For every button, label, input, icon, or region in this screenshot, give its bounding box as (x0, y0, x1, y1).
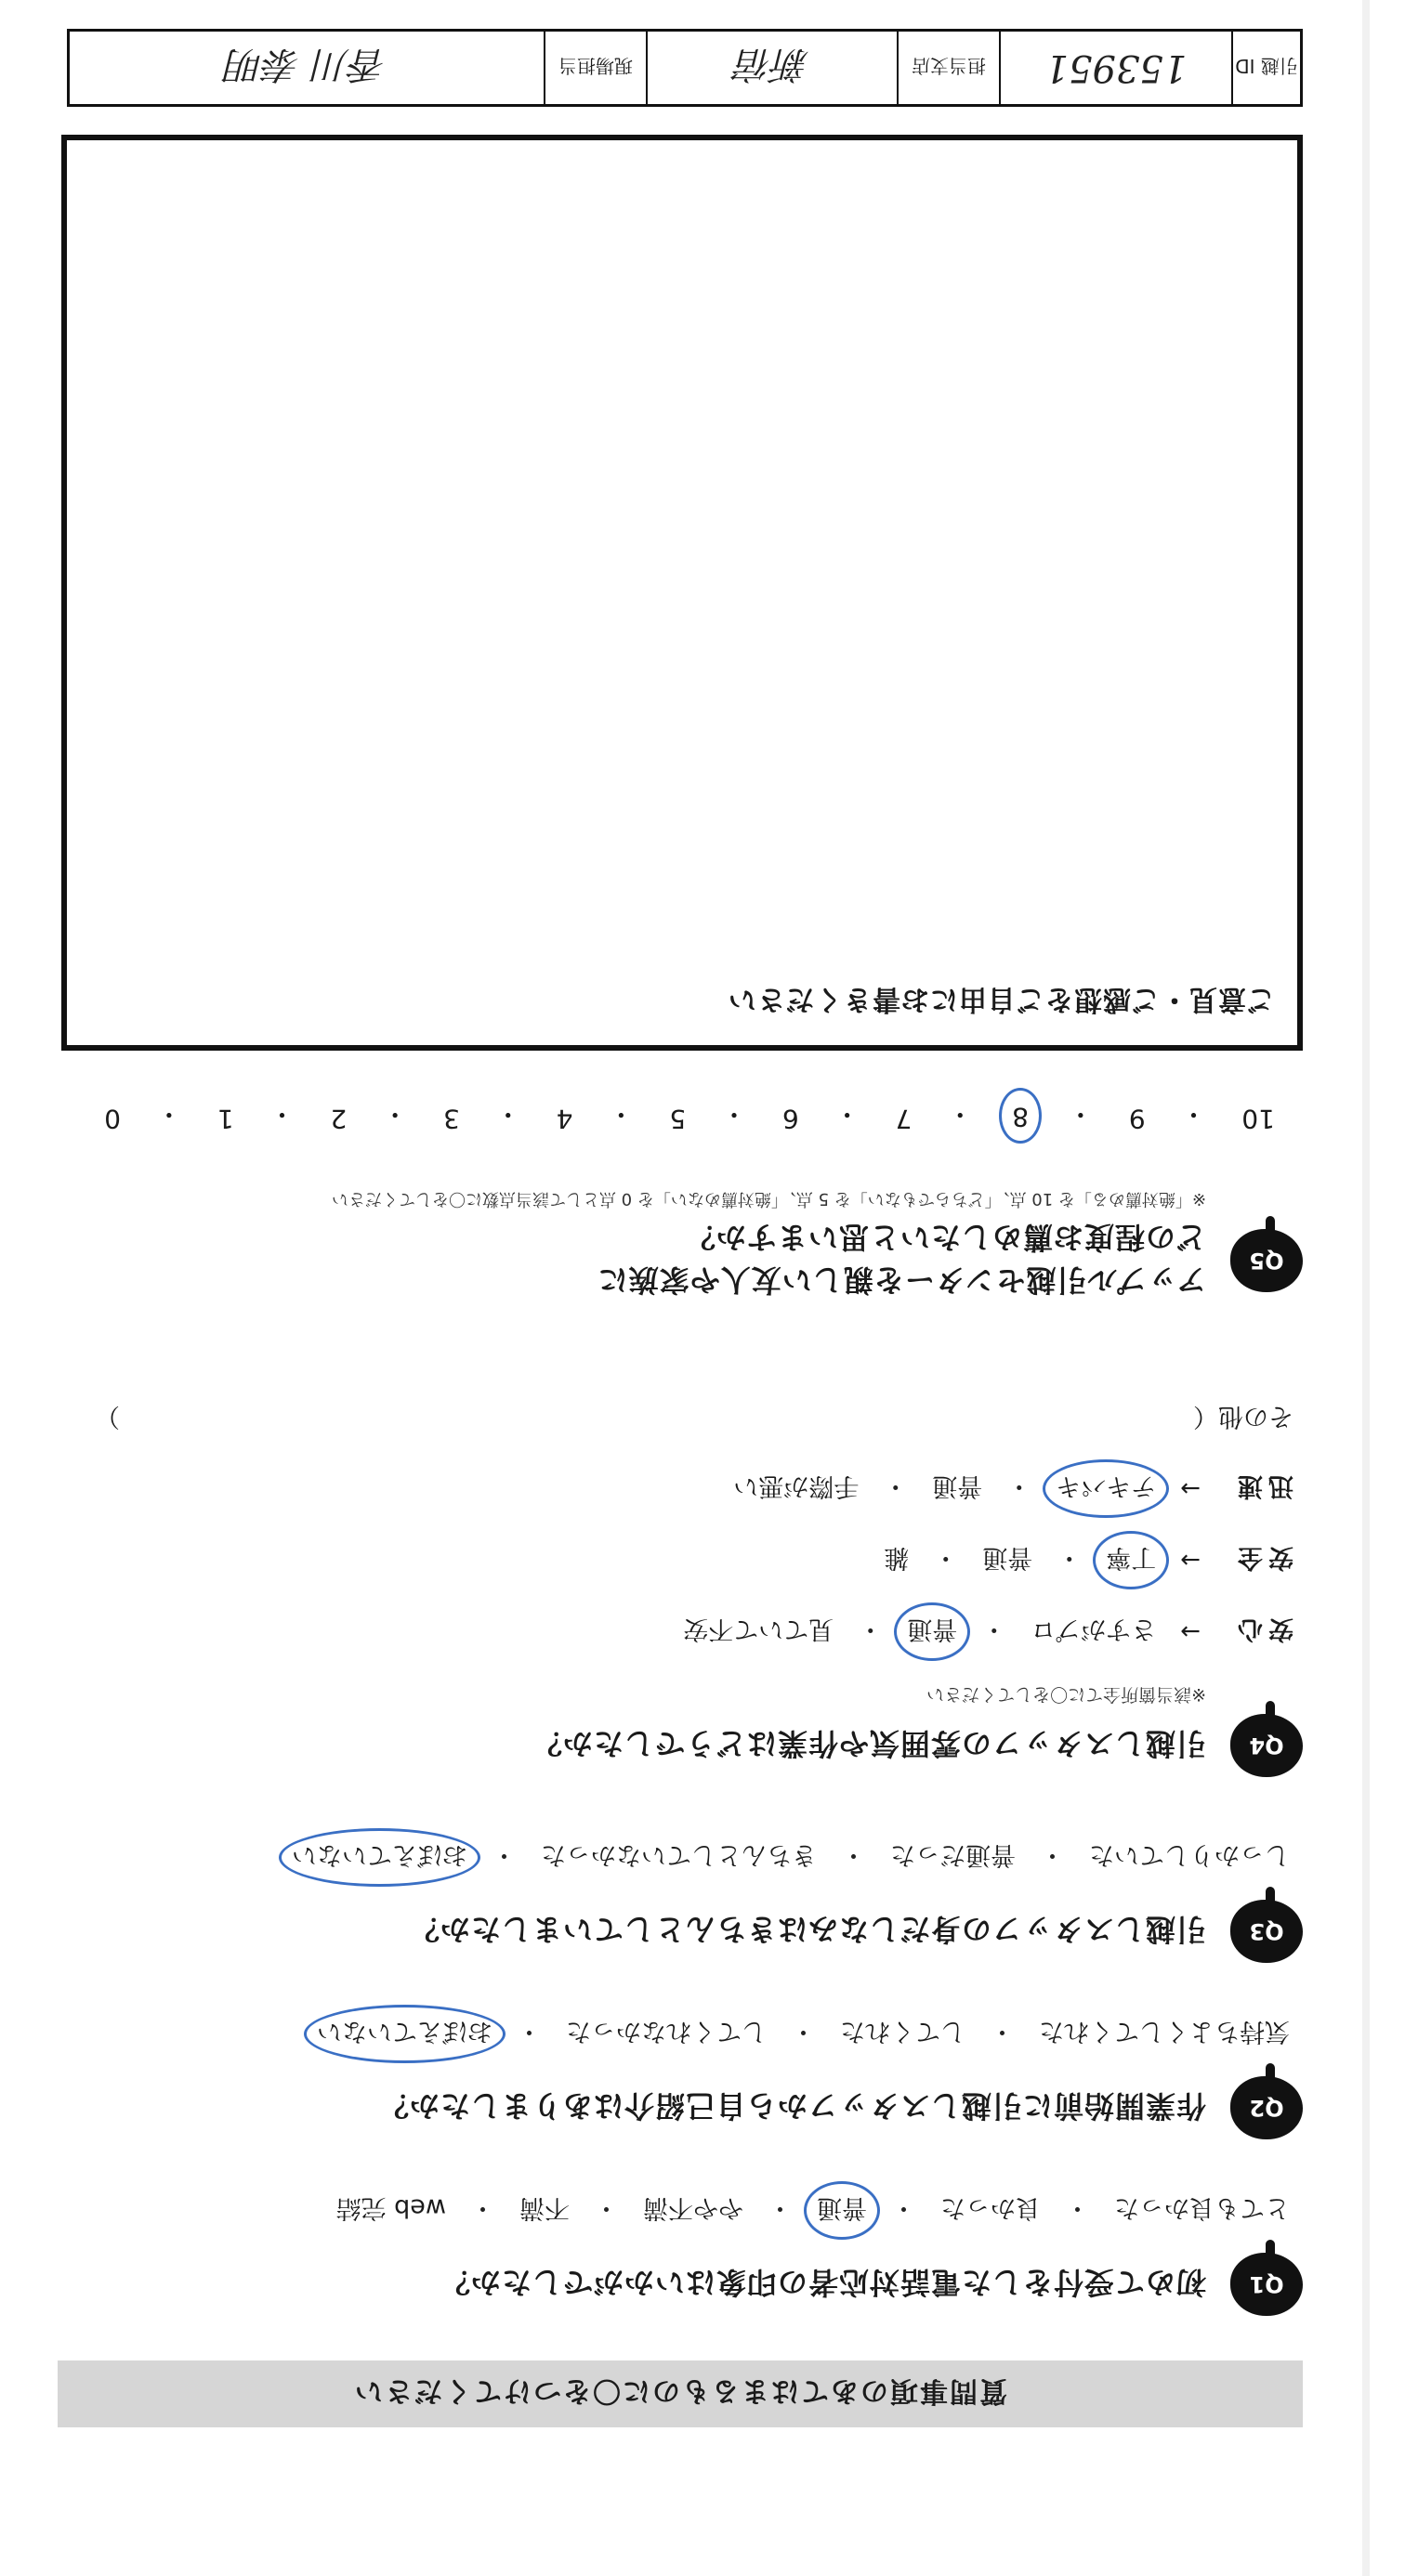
q3-option[interactable]: 普通だった (890, 1840, 1016, 1869)
q3-option[interactable]: きちんとしていなかった (541, 1840, 817, 1869)
scale-point[interactable]: 7 (895, 1104, 913, 1134)
q2-options: 気持ちよくしてくれた ・ してくれた ・ してくれなかった ・ おぼえていない (58, 2014, 1293, 2054)
q4-row-jinsoku: 迅速 → テキパキ ・ 普通 ・ 手際が悪い (58, 1469, 1293, 1509)
q3-option[interactable]: しっかりしていた (1089, 1840, 1290, 1869)
footer-value-id: 153951 (999, 32, 1231, 104)
q4-option[interactable]: 手際が悪い (733, 1471, 860, 1500)
q3-badge: Q3 (1230, 1900, 1303, 1963)
scale-point[interactable]: 10 (1241, 1104, 1275, 1134)
q4-option[interactable]: 雑 (884, 1543, 910, 1572)
footer-header-id: 引越 ID (1231, 32, 1300, 104)
q4-other-label: その他（ (1193, 1402, 1293, 1431)
scale-point[interactable]: 0 (104, 1104, 121, 1134)
q4-badge: Q4 (1230, 1714, 1303, 1777)
q4-other-close: ） (95, 1402, 120, 1431)
q1-badge: Q1 (1230, 2253, 1303, 2316)
q4-text: 引越しスタッフの雰囲気や作業はどうでしたか？ (531, 1726, 1206, 1761)
q4-row-label: 安全 (1232, 1543, 1293, 1572)
scale-point-selected[interactable]: 8 (1008, 1097, 1032, 1134)
q1-option[interactable]: とても良かった (1114, 2193, 1290, 2222)
q1-options: とても良かった ・ 良かった ・ 普通 ・ やや不満 ・ 不満 ・ web 完結 (58, 2190, 1293, 2230)
q4-row-other (58, 1401, 1293, 1437)
scale-point[interactable]: 6 (781, 1104, 799, 1134)
q1-option[interactable]: web 完結 (335, 2193, 446, 2222)
q1-option[interactable]: やや不満 (643, 2193, 743, 2222)
scale-point[interactable]: 3 (442, 1104, 460, 1134)
q4-option[interactable]: さすがプロ (1031, 1615, 1157, 1643)
comments-box[interactable] (61, 135, 1303, 1051)
q3-option-selected[interactable]: おぼえていない (288, 1837, 471, 1877)
q4-row-label: 安心 (1232, 1615, 1293, 1643)
scale-point[interactable]: 9 (1128, 1104, 1146, 1134)
question-4 (58, 1401, 1303, 1777)
q1-option-selected[interactable]: 普通 (813, 2190, 871, 2230)
q4-row-label: 迅速 (1232, 1471, 1293, 1500)
comments-title: ご意見・ご感想をご自由にお書きください (728, 983, 1275, 1015)
q4-option-selected[interactable]: 丁寧 (1102, 1540, 1160, 1580)
q4-option[interactable]: 普通 (982, 1543, 1033, 1572)
footer-table (67, 29, 1303, 107)
q4-option-selected[interactable]: 普通 (903, 1612, 961, 1652)
q2-option[interactable]: 気持ちよくしてくれた (1039, 2017, 1290, 2046)
arrow-icon: → (1180, 1546, 1201, 1575)
q5-badge: Q5 (1230, 1229, 1303, 1292)
question-2 (58, 2014, 1303, 2139)
q5-scale: 10 ・ 9 ・ 8 ・ 7 ・ 6 ・ 5 ・ 4 ・ 3 ・ 2 ・ 1 ・ 0 (104, 1099, 1275, 1134)
q3-text: 引越しスタッフの身だしなみはきちんとしていましたか？ (408, 1912, 1206, 1947)
q4-option[interactable]: 普通 (932, 1471, 983, 1500)
footer-value-branch: 新宿 (646, 32, 897, 104)
q2-option-selected[interactable]: おぼえていない (313, 2014, 496, 2054)
q5-text-line2: どの程度お薦めしたいと思いますか？ (684, 1220, 1206, 1255)
q2-option[interactable]: してくれなかった (566, 2017, 767, 2046)
question-3 (58, 1837, 1303, 1963)
footer-header-staff: 現場担当 (544, 32, 646, 104)
q5-text-line1: アップル引越センターを親しい友人や家族に (597, 1262, 1206, 1298)
q1-option[interactable]: 良かった (940, 2193, 1041, 2222)
question-1 (58, 2190, 1303, 2316)
scale-point[interactable]: 5 (669, 1104, 687, 1134)
footer-header-branch: 担当支店 (897, 32, 999, 104)
footer-value-staff: 香川 泰明 (226, 43, 387, 86)
scale-point[interactable]: 4 (556, 1104, 573, 1134)
q1-text: 初めて受付をした電話対応者の印象はいかがでしたか？ (439, 2265, 1206, 2300)
q4-option-selected[interactable]: テキパキ (1052, 1469, 1160, 1509)
arrow-icon: → (1180, 1474, 1201, 1503)
q1-option[interactable]: 不満 (519, 2193, 570, 2222)
q4-note: ※該当箇所全てに〇をしてください (926, 1684, 1206, 1705)
q2-text: 作業開始前に引越しスタッフから自己紹介はありましたか？ (377, 2088, 1206, 2124)
arrow-icon: → (1180, 1617, 1201, 1646)
q5-note: ※「絶対薦める」を 10 点、「どちらでもない」を 5 点、「絶対薦めない」を 0 点として該当点数に〇をしてください (331, 1189, 1206, 1209)
scale-point[interactable]: 1 (217, 1104, 234, 1134)
question-5 (58, 1188, 1303, 1303)
q3-options: しっかりしていた ・ 普通だった ・ きちんとしていなかった ・ おぼえていない (58, 1837, 1293, 1877)
q2-option[interactable]: してくれた (840, 2017, 965, 2046)
scale-point[interactable]: 2 (330, 1104, 348, 1134)
q4-row-anzen: 安全 → 丁寧 ・ 普通 ・ 雑 (58, 1540, 1293, 1580)
q4-option[interactable]: 見ていて不安 (683, 1615, 834, 1643)
page-edge (1362, 0, 1370, 2576)
q4-row-anshin: 安心 → さすがプロ ・ 普通 ・ 見ていて不安 (58, 1612, 1293, 1652)
instruction-banner: 質問事項のあてはまるものに〇をつけてください (58, 2360, 1303, 2427)
q2-badge: Q2 (1230, 2076, 1303, 2139)
